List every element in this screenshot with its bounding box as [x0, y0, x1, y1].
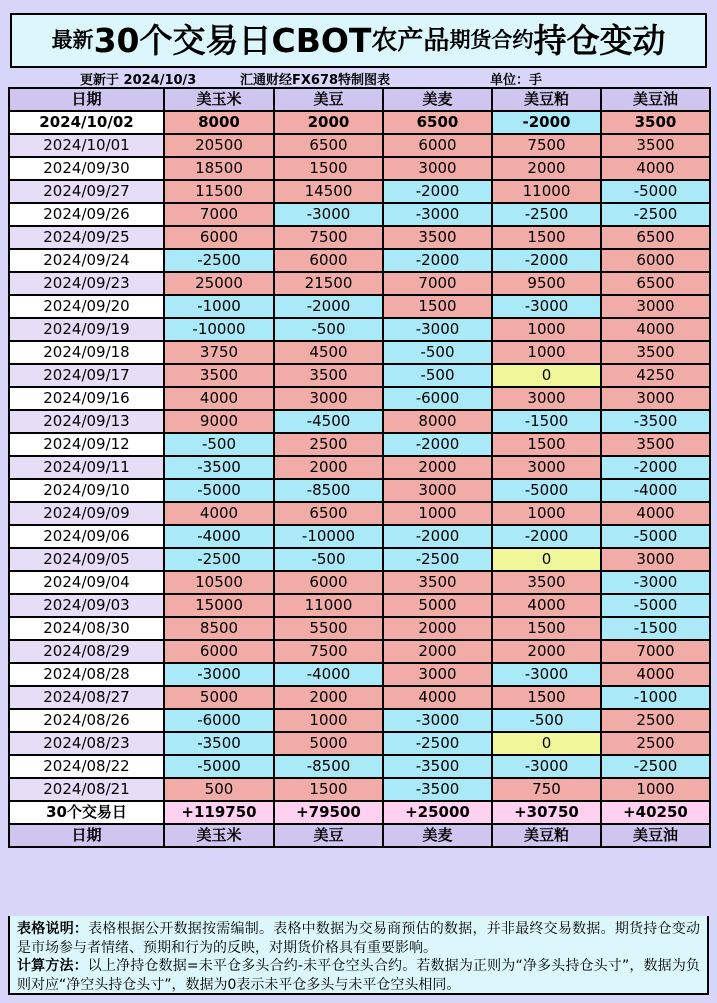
value-cell: -2000: [274, 295, 383, 318]
value-cell: -3000: [601, 571, 710, 594]
table-row: [9, 410, 710, 433]
title-segment: 30个交易日CBOT: [93, 21, 372, 60]
footer-column-header: 美豆: [274, 824, 383, 847]
value-cell: -5000: [601, 594, 710, 617]
value-cell: -2500: [383, 732, 492, 755]
summary-value: +79500: [274, 801, 383, 824]
value-cell: 750: [492, 778, 601, 801]
source-label: 汇通财经FX678特制图表: [240, 73, 391, 88]
value-cell: 1000: [492, 502, 601, 525]
table-row: [9, 111, 710, 134]
column-header: 美玉米: [164, 88, 274, 111]
unit-label: 单位：手: [490, 73, 543, 88]
value-cell: 500: [164, 778, 274, 801]
summary-value: +30750: [492, 801, 601, 824]
value-cell: -2500: [383, 548, 492, 571]
table-row: [9, 709, 710, 732]
table-row: [9, 640, 710, 663]
title-segment: 期货合约: [449, 28, 534, 52]
value-cell: 2000: [383, 456, 492, 479]
value-cell: -2500: [601, 755, 710, 778]
value-cell: -3000: [492, 295, 601, 318]
date-cell: 2024/09/03: [9, 594, 164, 617]
value-cell: -6000: [383, 387, 492, 410]
value-cell: 6000: [274, 249, 383, 272]
value-cell: 15000: [164, 594, 274, 617]
value-cell: 6000: [164, 226, 274, 249]
value-cell: -3500: [383, 778, 492, 801]
column-header: 美豆油: [601, 88, 710, 111]
footer-column-header: 美玉米: [164, 824, 274, 847]
value-cell: -6000: [164, 709, 274, 732]
footer-column-header: 美豆粕: [492, 824, 601, 847]
value-cell: 1500: [274, 778, 383, 801]
value-cell: 25000: [164, 272, 274, 295]
table-row: [9, 778, 710, 801]
value-cell: 8000: [164, 111, 274, 134]
value-cell: 8500: [164, 617, 274, 640]
value-cell: 3000: [601, 295, 710, 318]
value-cell: 6500: [601, 226, 710, 249]
value-cell: 1000: [274, 709, 383, 732]
value-cell: 2000: [383, 640, 492, 663]
value-cell: 1000: [383, 502, 492, 525]
date-cell: 2024/09/05: [9, 548, 164, 571]
value-cell: -5000: [164, 755, 274, 778]
value-cell: -500: [383, 364, 492, 387]
value-cell: -2000: [492, 111, 601, 134]
footer-column-header: 日期: [9, 824, 164, 847]
value-cell: -500: [383, 341, 492, 364]
meta-row: [0, 68, 717, 87]
title-segment: 农产品: [371, 25, 450, 56]
value-cell: 21500: [274, 272, 383, 295]
value-cell: 3500: [383, 571, 492, 594]
note-label: 表格说明：: [17, 921, 89, 937]
value-cell: 5000: [274, 732, 383, 755]
footer-header-row: [9, 824, 710, 847]
value-cell: 4000: [164, 502, 274, 525]
value-cell: 11000: [274, 594, 383, 617]
value-cell: 6000: [164, 640, 274, 663]
value-cell: 1500: [383, 295, 492, 318]
date-cell: 2024/09/27: [9, 180, 164, 203]
date-cell: 2024/09/19: [9, 318, 164, 341]
table-row: [9, 548, 710, 571]
value-cell: -2000: [383, 249, 492, 272]
value-cell: 3000: [492, 456, 601, 479]
table-row: [9, 617, 710, 640]
date-cell: 2024/10/02: [9, 111, 164, 134]
value-cell: -2500: [492, 203, 601, 226]
value-cell: -2500: [601, 203, 710, 226]
date-cell: 2024/09/18: [9, 341, 164, 364]
value-cell: 4000: [492, 594, 601, 617]
value-cell: -5000: [601, 525, 710, 548]
date-cell: 2024/09/17: [9, 364, 164, 387]
table-row: [9, 594, 710, 617]
value-cell: 6500: [601, 272, 710, 295]
value-cell: 0: [492, 548, 601, 571]
value-cell: -3000: [274, 203, 383, 226]
value-cell: 11500: [164, 180, 274, 203]
value-cell: 7000: [383, 272, 492, 295]
date-cell: 2024/09/26: [9, 203, 164, 226]
value-cell: 1000: [492, 318, 601, 341]
value-cell: 4250: [601, 364, 710, 387]
date-cell: 2024/08/30: [9, 617, 164, 640]
value-cell: 7500: [492, 134, 601, 157]
value-cell: 2000: [274, 456, 383, 479]
date-cell: 2024/09/12: [9, 433, 164, 456]
table-row: [9, 157, 710, 180]
value-cell: 3500: [601, 111, 710, 134]
value-cell: 4000: [383, 686, 492, 709]
note-text: 表格根据公开数据按需编制。表格中数据为交易商预估的数据，并非最终交易数据。期货持仓变动是市场参与者情绪、预期和行为的反映，对期货价格具有重要影响。: [17, 921, 700, 956]
value-cell: -2000: [492, 525, 601, 548]
value-cell: 3500: [601, 341, 710, 364]
value-cell: 6000: [601, 249, 710, 272]
value-cell: 2000: [492, 157, 601, 180]
value-cell: 6000: [383, 134, 492, 157]
table-row: [9, 663, 710, 686]
value-cell: 4500: [274, 341, 383, 364]
value-cell: 4000: [164, 387, 274, 410]
value-cell: 2000: [492, 640, 601, 663]
value-cell: -2000: [383, 525, 492, 548]
value-cell: 5000: [164, 686, 274, 709]
table-row: [9, 433, 710, 456]
summary-value: +40250: [601, 801, 710, 824]
value-cell: 6500: [383, 111, 492, 134]
value-cell: -5000: [601, 180, 710, 203]
column-header: 日期: [9, 88, 164, 111]
table-row: [9, 272, 710, 295]
table-row: [9, 525, 710, 548]
table-row: [9, 571, 710, 594]
table-row: [9, 249, 710, 272]
value-cell: 3000: [383, 663, 492, 686]
value-cell: 1500: [492, 433, 601, 456]
table-row: [9, 755, 710, 778]
value-cell: 4000: [601, 502, 710, 525]
table-row: [9, 686, 710, 709]
header-row: [9, 88, 710, 111]
value-cell: -500: [274, 548, 383, 571]
date-cell: 2024/08/29: [9, 640, 164, 663]
value-cell: 4000: [601, 318, 710, 341]
date-cell: 2024/09/13: [9, 410, 164, 433]
note-text: 以上净持仓数据=未平仓多头合约-未平仓空头合约。若数据为正则为“净多头持仓头寸”，数据为负则对应“净空头持仓头寸”，数据为0表示未平仓多头与未平仓空头相同。: [17, 958, 700, 993]
value-cell: -5000: [164, 479, 274, 502]
value-cell: 1000: [492, 341, 601, 364]
value-cell: -3500: [164, 732, 274, 755]
date-cell: 2024/08/27: [9, 686, 164, 709]
value-cell: 4000: [601, 663, 710, 686]
date-cell: 2024/09/23: [9, 272, 164, 295]
table-row: [9, 318, 710, 341]
date-cell: 2024/08/28: [9, 663, 164, 686]
value-cell: 2500: [601, 709, 710, 732]
value-cell: 9000: [164, 410, 274, 433]
value-cell: -2500: [164, 249, 274, 272]
value-cell: 7500: [274, 640, 383, 663]
value-cell: -3500: [601, 410, 710, 433]
value-cell: -1500: [601, 617, 710, 640]
value-cell: 1500: [274, 157, 383, 180]
value-cell: -1500: [492, 410, 601, 433]
date-cell: 2024/09/06: [9, 525, 164, 548]
date-cell: 2024/10/01: [9, 134, 164, 157]
date-cell: 2024/08/21: [9, 778, 164, 801]
value-cell: -10000: [274, 525, 383, 548]
value-cell: 10500: [164, 571, 274, 594]
value-cell: 2500: [274, 433, 383, 456]
date-cell: 2024/08/22: [9, 755, 164, 778]
page-title: [10, 13, 707, 68]
table-row: [9, 134, 710, 157]
title-segment: 最新: [51, 28, 94, 52]
value-cell: 3500: [164, 364, 274, 387]
date-cell: 2024/09/04: [9, 571, 164, 594]
value-cell: 5000: [383, 594, 492, 617]
summary-label: 30个交易日: [9, 801, 164, 824]
value-cell: -3000: [492, 663, 601, 686]
value-cell: -2000: [383, 433, 492, 456]
date-cell: 2024/09/10: [9, 479, 164, 502]
value-cell: 11000: [492, 180, 601, 203]
value-cell: 3500: [383, 226, 492, 249]
table-row: [9, 456, 710, 479]
value-cell: 6500: [274, 502, 383, 525]
summary-value: +119750: [164, 801, 274, 824]
value-cell: -2000: [492, 249, 601, 272]
footer-column-header: 美豆油: [601, 824, 710, 847]
value-cell: 7000: [601, 640, 710, 663]
column-header: 美麦: [383, 88, 492, 111]
value-cell: 2000: [274, 686, 383, 709]
value-cell: 20500: [164, 134, 274, 157]
table-row: [9, 364, 710, 387]
table-row: [9, 479, 710, 502]
value-cell: -3500: [164, 456, 274, 479]
summary-value: +25000: [383, 801, 492, 824]
value-cell: -4000: [274, 663, 383, 686]
value-cell: -500: [492, 709, 601, 732]
value-cell: 9500: [492, 272, 601, 295]
value-cell: 1500: [492, 686, 601, 709]
value-cell: 3000: [601, 387, 710, 410]
value-cell: -3000: [492, 755, 601, 778]
date-cell: 2024/09/20: [9, 295, 164, 318]
notes-box: [8, 916, 709, 995]
value-cell: 5500: [274, 617, 383, 640]
value-cell: -4500: [274, 410, 383, 433]
value-cell: -3000: [383, 203, 492, 226]
note-label: 计算方法：: [17, 958, 88, 974]
value-cell: 3000: [383, 479, 492, 502]
value-cell: -2500: [164, 548, 274, 571]
value-cell: 6000: [274, 571, 383, 594]
value-cell: 1000: [601, 778, 710, 801]
value-cell: 8000: [383, 410, 492, 433]
value-cell: 0: [492, 732, 601, 755]
title-segment: 持仓变动: [533, 21, 666, 60]
table-row: [9, 295, 710, 318]
date-cell: 2024/09/30: [9, 157, 164, 180]
value-cell: -1000: [164, 295, 274, 318]
column-header: 美豆粕: [492, 88, 601, 111]
value-cell: 2500: [601, 732, 710, 755]
value-cell: 3500: [274, 364, 383, 387]
value-cell: -500: [274, 318, 383, 341]
table-row: [9, 203, 710, 226]
date-cell: 2024/08/23: [9, 732, 164, 755]
value-cell: 3000: [383, 157, 492, 180]
value-cell: 2000: [274, 111, 383, 134]
value-cell: -500: [164, 433, 274, 456]
value-cell: 0: [492, 364, 601, 387]
value-cell: 7000: [164, 203, 274, 226]
value-cell: -3000: [383, 709, 492, 732]
value-cell: -5000: [492, 479, 601, 502]
date-cell: 2024/09/11: [9, 456, 164, 479]
value-cell: 6500: [274, 134, 383, 157]
value-cell: 7500: [274, 226, 383, 249]
value-cell: 14500: [274, 180, 383, 203]
value-cell: -4000: [164, 525, 274, 548]
positions-table: [8, 87, 711, 848]
value-cell: -3000: [383, 318, 492, 341]
value-cell: 3750: [164, 341, 274, 364]
date-cell: 2024/09/16: [9, 387, 164, 410]
table-note: [17, 920, 700, 957]
table-row: [9, 387, 710, 410]
value-cell: -2000: [383, 180, 492, 203]
value-cell: 3000: [601, 548, 710, 571]
footer-column-header: 美麦: [383, 824, 492, 847]
value-cell: 3500: [492, 571, 601, 594]
table-row: [9, 226, 710, 249]
table-row: [9, 502, 710, 525]
calc-note: [17, 957, 700, 994]
table-row: [9, 341, 710, 364]
value-cell: 3500: [601, 134, 710, 157]
value-cell: -8500: [274, 755, 383, 778]
value-cell: -10000: [164, 318, 274, 341]
value-cell: 2000: [383, 617, 492, 640]
table-row: [9, 732, 710, 755]
value-cell: -3500: [383, 755, 492, 778]
date-cell: 2024/08/26: [9, 709, 164, 732]
value-cell: -8500: [274, 479, 383, 502]
summary-row: [9, 801, 710, 824]
value-cell: -3000: [164, 663, 274, 686]
value-cell: 3500: [601, 433, 710, 456]
date-cell: 2024/09/25: [9, 226, 164, 249]
value-cell: 1500: [492, 617, 601, 640]
value-cell: 18500: [164, 157, 274, 180]
value-cell: -1000: [601, 686, 710, 709]
updated-date-label: 更新于 2024/10/3: [80, 73, 197, 88]
value-cell: 3000: [492, 387, 601, 410]
value-cell: 1500: [492, 226, 601, 249]
table-row: [9, 180, 710, 203]
date-cell: 2024/09/09: [9, 502, 164, 525]
value-cell: -2000: [601, 456, 710, 479]
column-header: 美豆: [274, 88, 383, 111]
value-cell: 4000: [601, 157, 710, 180]
value-cell: -4000: [601, 479, 710, 502]
value-cell: 3000: [274, 387, 383, 410]
date-cell: 2024/09/24: [9, 249, 164, 272]
